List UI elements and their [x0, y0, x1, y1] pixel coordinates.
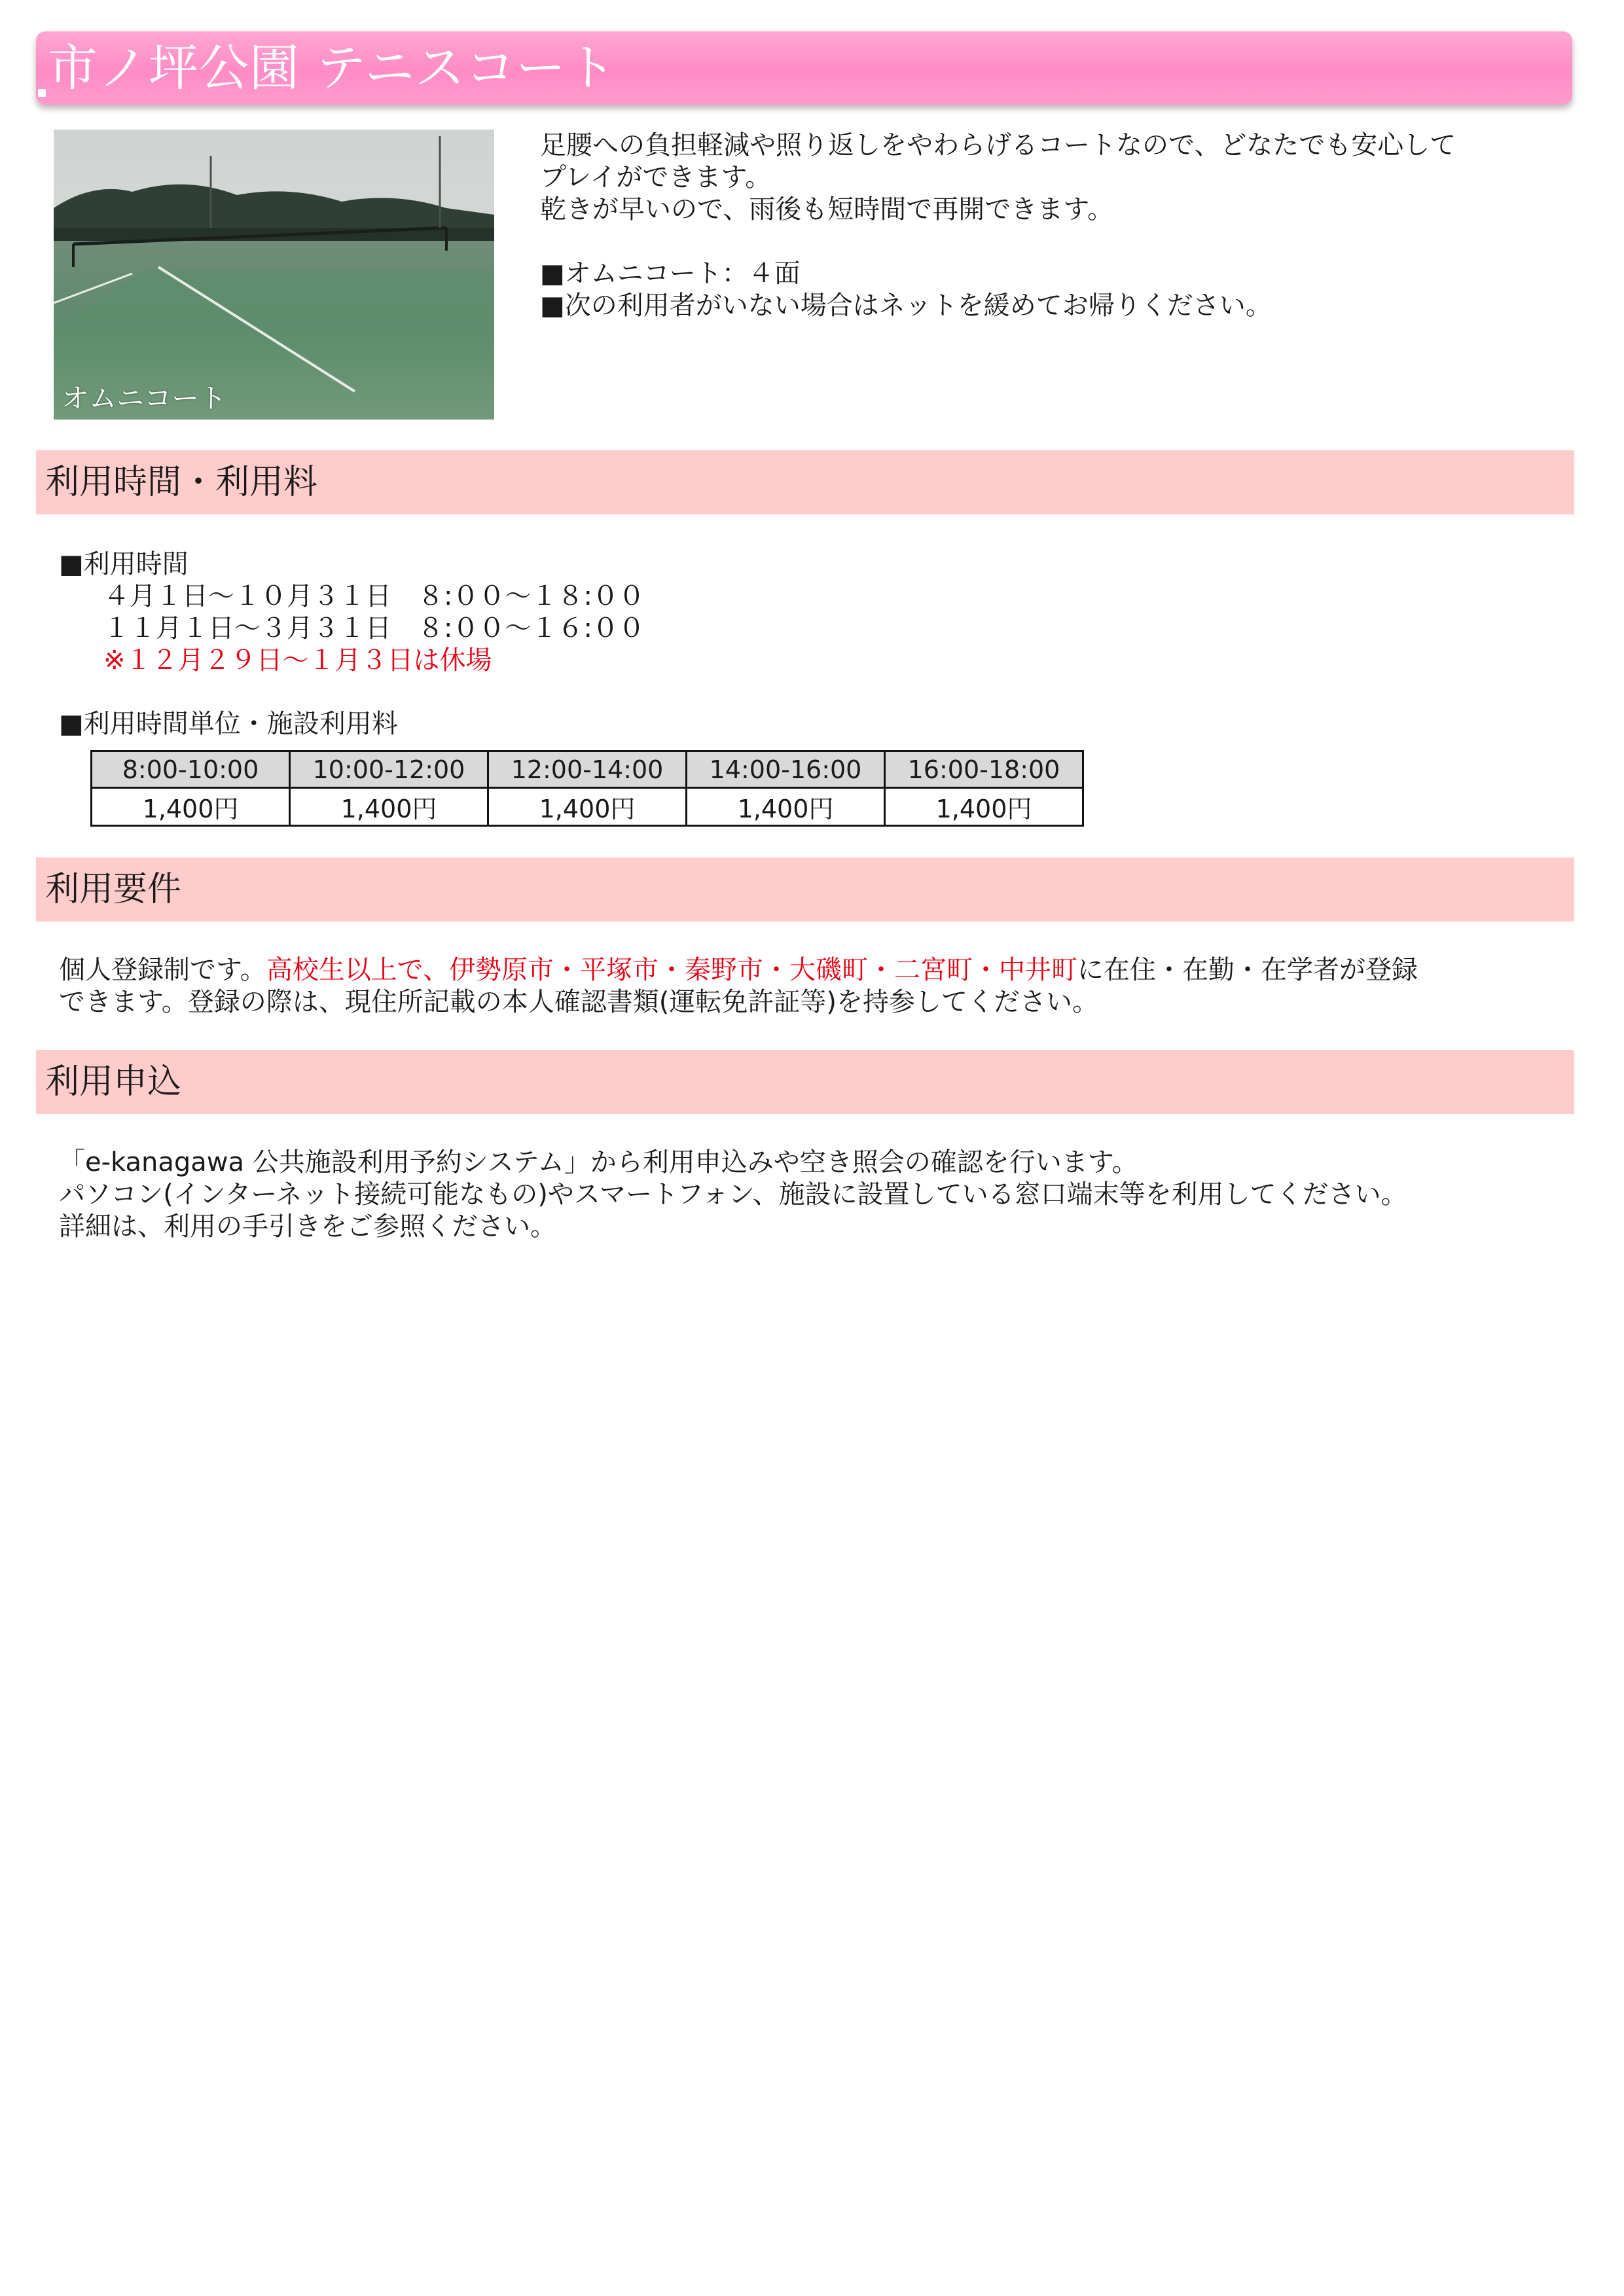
requirements-line [59, 954, 1564, 986]
table-header-row [92, 751, 1083, 788]
eligible-area-text: 高校生以上で、伊勢原市・平塚市・秦野市・大磯町・二宮町・中井町 [266, 955, 1078, 985]
time-slot-header: 14:00-16:00 [687, 751, 885, 788]
fee-cell: 1,400円 [885, 788, 1083, 826]
intro-bullet: ■オムニコート：４面 [540, 259, 801, 289]
fees-label: ■利用時間単位・施設利用料 [59, 709, 398, 739]
court-photo [54, 130, 494, 420]
fee-cell: 1,400円 [488, 788, 687, 826]
hours-block [59, 548, 645, 677]
section-requirements-header [36, 857, 1574, 922]
hours-label: ■利用時間 [59, 549, 189, 579]
page-title-bar [36, 31, 1572, 105]
application-text [59, 1147, 1564, 1243]
court-photo-image [54, 130, 494, 420]
requirements-text [59, 954, 1564, 1018]
application-line: 「e-kanagawa 公共施設利用予約システム」から利用申込みや空き照会の確認を行います。 [59, 1147, 1138, 1177]
photo-caption: オムニコート [62, 382, 227, 414]
intro-line: 乾きが早いので、雨後も短時間で再開できます。 [540, 194, 1113, 224]
section-heading: 利用時間・利用料 [45, 463, 318, 502]
closed-note: ※１２月２９日～１月３日は休場 [103, 645, 492, 675]
section-heading: 利用要件 [45, 870, 182, 909]
application-line: 詳細は、利用の手引きをご参照ください。 [59, 1211, 556, 1242]
fee-cell: 1,400円 [290, 788, 488, 826]
time-slot-header: 8:00-10:00 [92, 751, 290, 788]
page-title: 市ノ坪公園 テニスコート [48, 39, 617, 97]
time-slot-header: 12:00-14:00 [488, 751, 687, 788]
title-bullet [38, 89, 46, 97]
application-line: パソコン(インターネット接続可能なもの)やスマートフォン、施設に設置している窓口端末等を利用してください。 [59, 1179, 1407, 1210]
hours-line: １１月１日～３月３１日 ８:００～１６:００ [103, 613, 645, 643]
section-heading: 利用申込 [45, 1062, 182, 1102]
intro-bullet: ■次の利用者がいない場合はネットを緩めてお帰りください。 [540, 291, 1272, 321]
intro-text [540, 130, 1561, 322]
section-application-header [36, 1050, 1574, 1114]
intro-line: 足腰への負担軽減や照り返しをやわらげるコートなので、どなたでも安心して [540, 130, 1456, 160]
time-slot-header: 10:00-12:00 [290, 751, 488, 788]
fee-cell: 1,400円 [687, 788, 885, 826]
fee-cell: 1,400円 [92, 788, 290, 826]
time-slot-header: 16:00-18:00 [885, 751, 1083, 788]
requirements-text-pre: 個人登録制です。 [59, 955, 266, 985]
table-row [92, 788, 1083, 826]
intro-line: プレイができます。 [540, 162, 772, 192]
requirements-text-post: に在住・在勤・在学者が登録 [1077, 955, 1418, 985]
fees-table [90, 750, 1084, 827]
hours-line: ４月１日～１０月３１日 ８:００～１８:００ [103, 581, 645, 611]
section-hours-fees-header [36, 450, 1574, 514]
requirements-line: できます。登録の際は、現住所記載の本人確認書類(運転免許証等)を持参してください。 [59, 987, 1099, 1017]
